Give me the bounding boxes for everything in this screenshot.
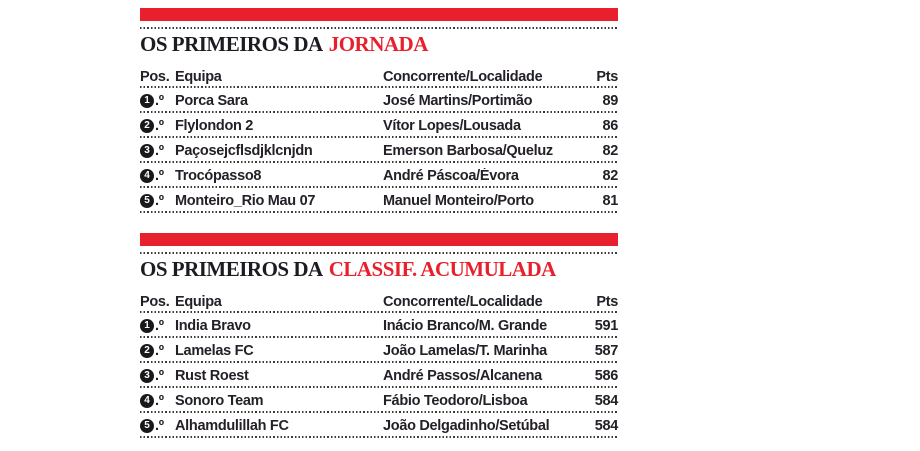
header-pts: Pts [596, 69, 618, 85]
rank-cell [140, 343, 175, 359]
rank-badge: 1 [140, 94, 154, 108]
rank-ordinal: .º [155, 367, 164, 384]
team-name: India Bravo [175, 317, 251, 334]
rank-cell [140, 393, 175, 409]
rank-badge: 3 [140, 144, 154, 158]
rank-badge: 2 [140, 344, 154, 358]
rank-badge: 3 [140, 369, 154, 383]
team-name: Sonoro Team [175, 392, 264, 409]
table-row [140, 313, 618, 338]
header-pos: Pos. [140, 69, 170, 85]
table-title-highlight: CLASSIF. ACUMULADA [328, 257, 556, 281]
competitor-locality: André Páscoa/Évora [383, 167, 519, 184]
rank-cell [140, 318, 175, 334]
competitor-locality: Manuel Monteiro/Porto [383, 192, 534, 209]
table-classif-acumulada [140, 233, 618, 438]
points-value: 584 [594, 392, 618, 409]
rank-cell [140, 368, 175, 384]
table-title [140, 258, 618, 280]
column-headers [140, 61, 618, 88]
rank-ordinal: .º [155, 167, 164, 184]
header-pos: Pos. [140, 294, 170, 310]
team-name: Rust Roest [175, 367, 249, 384]
table-row [140, 338, 618, 363]
team-name: Paçosejcflsdjklcnjdn [175, 142, 313, 159]
table-title-highlight: JORNADA [328, 32, 428, 56]
rank-ordinal: .º [155, 92, 164, 109]
rank-ordinal: .º [155, 417, 164, 434]
team-name: Lamelas FC [175, 342, 254, 359]
table-row [140, 113, 618, 138]
team-name: Flylondon 2 [175, 117, 254, 134]
table-row [140, 138, 618, 163]
table-row [140, 188, 618, 213]
rank-cell [140, 118, 175, 134]
rank-badge: 4 [140, 169, 154, 183]
rank-badge: 4 [140, 394, 154, 408]
header-pts: Pts [596, 294, 618, 310]
points-value: 86 [602, 117, 618, 134]
competitor-locality: José Martins/Portimão [383, 92, 533, 109]
header-competitor: Concorrente/Localidade [383, 69, 543, 85]
table-row [140, 163, 618, 188]
rank-cell [140, 93, 175, 109]
table-title-prefix: OS PRIMEIROS DA [140, 257, 323, 281]
rank-cell [140, 193, 175, 209]
table-row [140, 413, 618, 438]
rank-ordinal: .º [155, 192, 164, 209]
competitor-locality: André Passos/Alcanena [383, 367, 542, 384]
red-accent-bar [140, 8, 618, 21]
header-team: Equipa [175, 69, 222, 85]
column-headers [140, 286, 618, 313]
table-row [140, 88, 618, 113]
dotted-divider [140, 27, 618, 29]
header-team: Equipa [175, 294, 222, 310]
table-row [140, 363, 618, 388]
team-name: Porca Sara [175, 92, 248, 109]
competitor-locality: Fábio Teodoro/Lisboa [383, 392, 528, 409]
points-value: 82 [602, 142, 618, 159]
rank-ordinal: .º [155, 317, 164, 334]
rank-badge: 2 [140, 119, 154, 133]
team-name: Monteiro_Rio Mau 07 [175, 192, 316, 209]
competitor-locality: João Lamelas/T. Marinha [383, 342, 547, 359]
rank-badge: 5 [140, 194, 154, 208]
table-title-prefix: OS PRIMEIROS DA [140, 32, 323, 56]
points-value: 89 [602, 92, 618, 109]
table-jornada [140, 8, 618, 213]
header-competitor: Concorrente/Localidade [383, 294, 543, 310]
rank-cell [140, 168, 175, 184]
points-value: 586 [594, 367, 618, 384]
rank-badge: 5 [140, 419, 154, 433]
competitor-locality: Vítor Lopes/Lousada [383, 117, 521, 134]
table-title [140, 33, 618, 55]
points-value: 591 [594, 317, 618, 334]
rank-ordinal: .º [155, 117, 164, 134]
competitor-locality: João Delgadinho/Setúbal [383, 417, 550, 434]
rank-ordinal: .º [155, 142, 164, 159]
rank-badge: 1 [140, 319, 154, 333]
points-value: 587 [594, 342, 618, 359]
rank-cell [140, 418, 175, 434]
table-row [140, 388, 618, 413]
red-accent-bar [140, 233, 618, 246]
rank-ordinal: .º [155, 342, 164, 359]
competitor-locality: Emerson Barbosa/Queluz [383, 142, 553, 159]
team-name: Trocópasso8 [175, 167, 262, 184]
points-value: 584 [594, 417, 618, 434]
team-name: Alhamdulillah FC [175, 417, 289, 434]
rank-cell [140, 143, 175, 159]
points-value: 81 [602, 192, 618, 209]
points-value: 82 [602, 167, 618, 184]
competitor-locality: Inácio Branco/M. Grande [383, 317, 547, 334]
rank-ordinal: .º [155, 392, 164, 409]
dotted-divider [140, 252, 618, 254]
